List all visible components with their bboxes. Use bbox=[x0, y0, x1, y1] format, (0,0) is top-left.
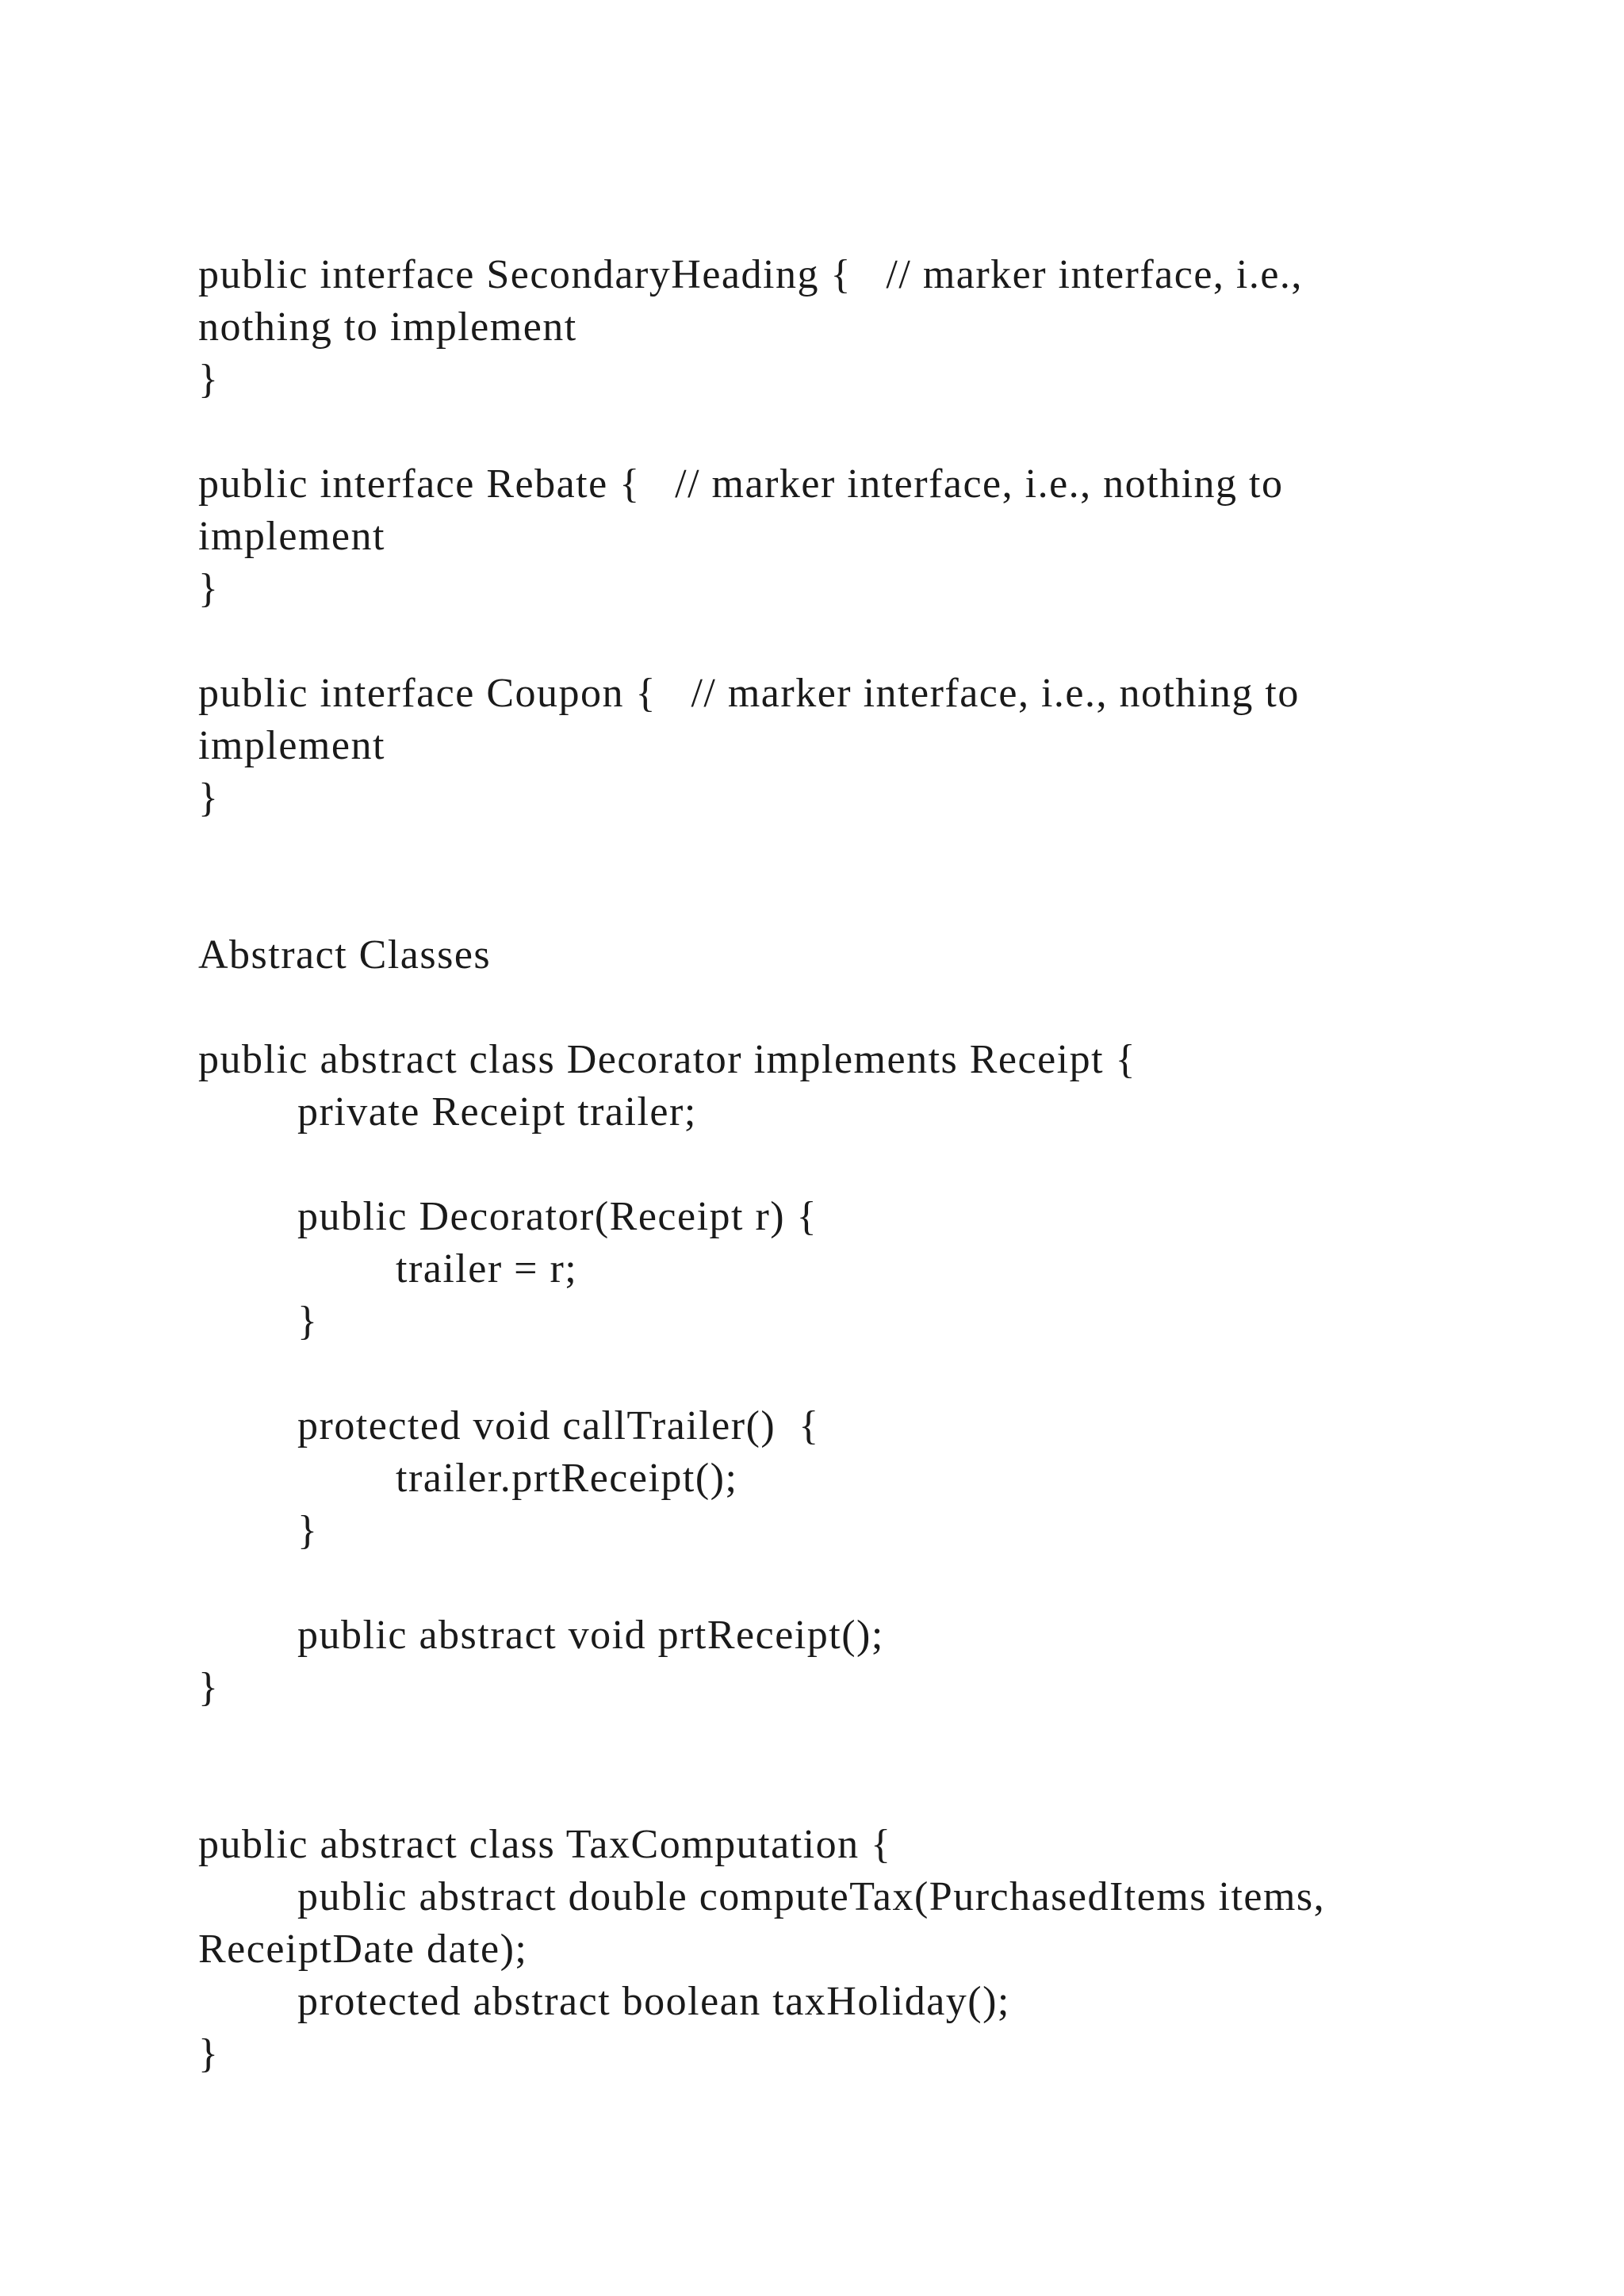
code-line: public interface Coupon { // marker interface, i.e., nothing to bbox=[198, 671, 1300, 716]
closing-brace: } bbox=[198, 775, 220, 821]
code-line: public abstract class Decorator implements Receipt { bbox=[198, 1037, 1137, 1082]
code-line: private Receipt trailer; bbox=[297, 1089, 697, 1135]
section-heading: Abstract Classes bbox=[198, 932, 492, 978]
code-line: implement bbox=[198, 723, 385, 768]
closing-brace: } bbox=[297, 1299, 319, 1344]
code-line: public abstract class TaxComputation { bbox=[198, 1822, 892, 1867]
code-line: protected void callTrailer() { bbox=[297, 1403, 820, 1448]
code-line: public interface Rebate { // marker interface, i.e., nothing to bbox=[198, 461, 1284, 507]
code-line: trailer.prtReceipt(); bbox=[396, 1456, 738, 1501]
code-line: trailer = r; bbox=[396, 1246, 578, 1292]
closing-brace: } bbox=[198, 566, 220, 611]
code-line: public abstract double computeTax(PurchasedItems items, bbox=[297, 1874, 1326, 1919]
code-line: implement bbox=[198, 514, 385, 559]
code-line: nothing to implement bbox=[198, 304, 577, 350]
code-line: public interface SecondaryHeading { // marker interface, i.e., bbox=[198, 252, 1303, 297]
code-line: protected abstract boolean taxHoliday(); bbox=[297, 1979, 1010, 2024]
code-line: public abstract void prtReceipt(); bbox=[297, 1613, 884, 1658]
code-line: ReceiptDate date); bbox=[198, 1927, 528, 1972]
closing-brace: } bbox=[198, 2031, 220, 2076]
closing-brace: } bbox=[198, 1665, 220, 1710]
closing-brace: } bbox=[297, 1508, 319, 1553]
code-line: public Decorator(Receipt r) { bbox=[297, 1194, 818, 1239]
closing-brace: } bbox=[198, 357, 220, 402]
